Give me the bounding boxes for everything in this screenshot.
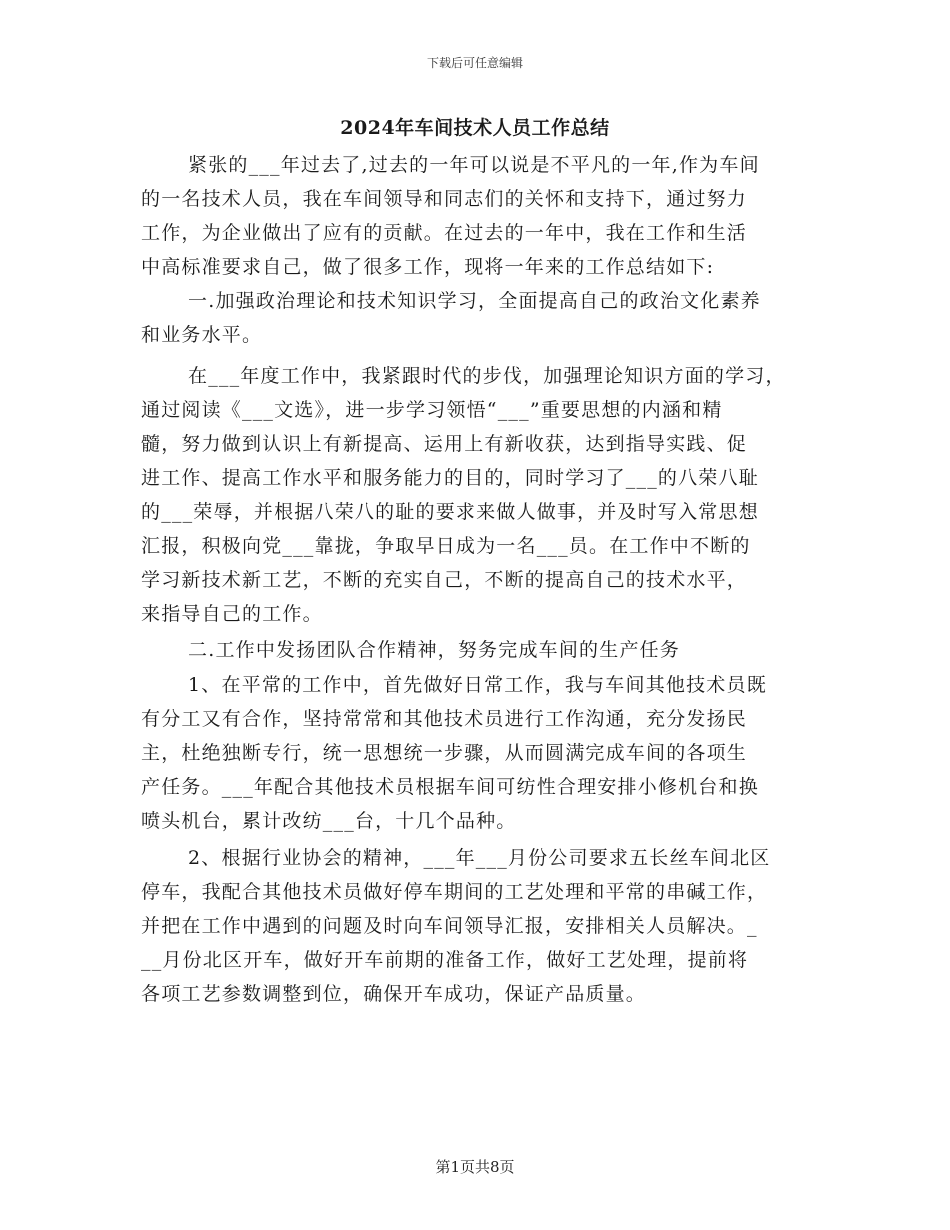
body-line: 停车，我配合其他技术员做好停车期间的工艺处理和平常的串碱工作， — [141, 881, 768, 903]
body-line: 各项工艺参数调整到位，确保开车成功，保证产品质量。 — [141, 983, 647, 1005]
header-note: 下载后可任意编辑 — [426, 56, 523, 70]
body-line: 的___荣辱，并根据八荣八的耻的要求来做人做事，并及时写入常思想 — [141, 501, 759, 523]
body-line: 通过阅读《___文选》，进一步学习领悟“___”重要思想的内涵和精 — [141, 399, 723, 421]
body-line: 中高标准要求自己，做了很多工作，现将一年来的工作总结如下: — [141, 256, 715, 278]
body-line: 并把在工作中遇到的问题及时向车间领导汇报，安排相关人员解决。_ — [141, 915, 758, 937]
body-line: 来指导自己的工作。 — [141, 603, 323, 625]
body-line: 紧张的___年过去了,过去的一年可以说是不平凡的一年,作为车间 — [188, 154, 760, 176]
body-line: __月份北区开车，做好开车前期的准备工作，做好工艺处理，提前将 — [141, 949, 749, 971]
body-line: 工作，为企业做出了应有的贡献。在过去的一年中，我在工作和生活 — [141, 222, 748, 244]
page-number: 第1页共8页 — [435, 1158, 515, 1176]
section-heading: 二.工作中发扬团队合作精神，努务完成车间的生产任务 — [188, 639, 681, 661]
body-line: 髓，努力做到认识上有新提高、运用上有新收获，达到指导实践、促 — [141, 433, 748, 455]
body-line: 在___年度工作中，我紧跟时代的步伐，加强理论知识方面的学习， — [188, 365, 786, 387]
body-line: 进工作、提高工作水平和服务能力的目的，同时学习了___的八荣八耻 — [141, 467, 759, 489]
body-line: 2、根据行业协会的精神，___年___月份公司要求五长丝车间北区 — [188, 847, 771, 869]
body-line: 产任务。___年配合其他技术员根据车间可纺性合理安排小修机台和换 — [141, 776, 759, 798]
body-line: 学习新技术新工艺，不断的充实自己，不断的提高自己的技术水平， — [141, 569, 748, 591]
body-line: 喷头机台，累计改纺___台，十几个品种。 — [141, 810, 517, 832]
body-line: 有分工又有合作，坚持常常和其他技术员进行工作沟通，充分发扬民 — [141, 708, 748, 730]
section-heading: 一.加强政治理论和技术知识学习，全面提高自己的政治文化素养 — [188, 290, 761, 312]
body-line: 的一名技术人员，我在车间领导和同志们的关怀和支持下，通过努力 — [141, 188, 748, 210]
body-line: 汇报，积极向党___靠拢，争取早日成为一名___员。在工作中不断的 — [141, 535, 751, 557]
body-line: 1、在平常的工作中，首先做好日常工作，我与车间其他技术员既 — [188, 674, 767, 696]
body-line: 主，杜绝独断专行，统一思想统一步骤，从而圆满完成车间的各项生 — [141, 742, 748, 764]
document-title: 2024年车间技术人员工作总结 — [340, 117, 610, 139]
section-heading: 和业务水平。 — [141, 324, 263, 346]
